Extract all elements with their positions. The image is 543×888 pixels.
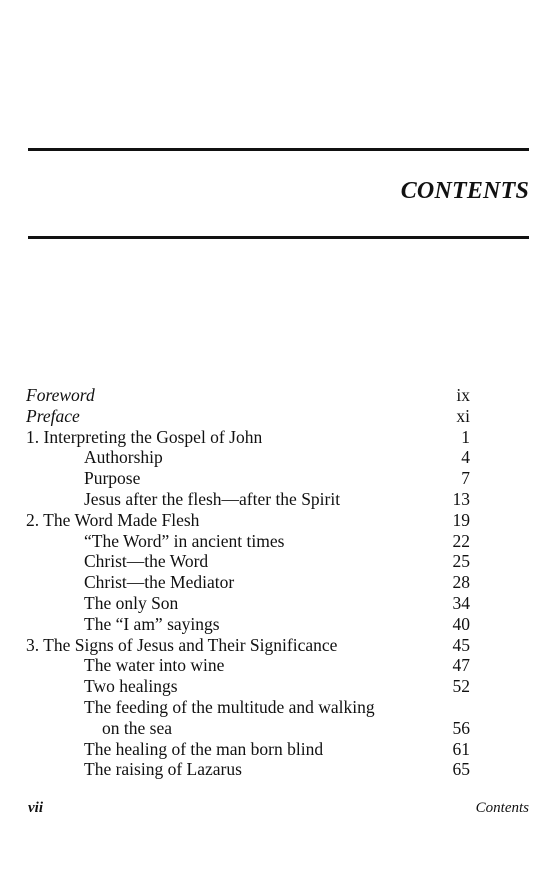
toc-entry	[26, 531, 470, 552]
toc-entry-title: The feeding of the multitude and walking	[84, 696, 375, 717]
toc-entry	[26, 551, 470, 572]
toc-entry-title: 3. The Signs of Jesus and Their Significance	[26, 634, 338, 655]
toc-entry-title: “The Word” in ancient times	[84, 530, 285, 551]
toc-entry-title: The “I am” sayings	[84, 613, 220, 634]
toc-entry-title: The raising of Lazarus	[84, 759, 242, 780]
toc-entry-page: ix	[456, 385, 470, 405]
toc-entry	[26, 759, 470, 780]
toc-entry-page: 25	[452, 551, 470, 572]
toc-entry	[26, 447, 470, 468]
toc-entry-page: 19	[452, 509, 470, 530]
toc-entry-page: 65	[452, 759, 470, 780]
toc-entry-title: Foreword	[26, 385, 95, 405]
toc-entry	[26, 427, 470, 448]
toc-entry-page: 52	[452, 676, 470, 697]
toc-entry-page: 45	[452, 634, 470, 655]
toc-entry-page: 22	[452, 530, 470, 551]
top-rule	[28, 148, 529, 151]
page-title: CONTENTS	[400, 178, 529, 204]
toc-entry-title: Purpose	[84, 468, 141, 489]
toc-entry-page: 61	[452, 738, 470, 759]
toc-entry	[26, 385, 470, 406]
toc-entry-title: Authorship	[84, 447, 163, 468]
toc-entry-page: 40	[452, 613, 470, 634]
toc-entry-page: 34	[452, 592, 470, 613]
bottom-rule	[28, 236, 529, 239]
toc-entry	[26, 468, 470, 489]
toc-entry-title: on the sea	[102, 717, 172, 738]
toc-entry	[26, 406, 470, 427]
toc-entry-page: 1	[461, 426, 470, 447]
toc-entry-title: Jesus after the flesh—after the Spirit	[84, 488, 341, 509]
toc-entry-title: Preface	[26, 405, 80, 426]
toc-entry-title: The healing of the man born blind	[84, 738, 324, 759]
toc-entry-page: 47	[452, 655, 470, 676]
toc-entry-page: xi	[456, 405, 470, 426]
toc-entry	[26, 572, 470, 593]
toc-entry	[26, 697, 470, 718]
toc-entry-title: 2. The Word Made Flesh	[26, 509, 200, 530]
toc-entry-page: 4	[461, 447, 470, 468]
toc-entry	[26, 614, 470, 635]
toc-entry-title: The only Son	[84, 592, 179, 613]
toc-entry-title: Two healings	[84, 676, 178, 697]
table-of-contents	[26, 385, 470, 780]
toc-entry	[26, 635, 470, 656]
toc-entry	[26, 489, 470, 510]
toc-entry-page: 7	[461, 468, 470, 489]
page-number: vii	[28, 800, 43, 816]
toc-entry	[26, 593, 470, 614]
toc-entry-title: 1. Interpreting the Gospel of John	[26, 426, 263, 447]
toc-entry-title: Christ—the Word	[84, 551, 209, 572]
toc-entry-title: Christ—the Mediator	[84, 572, 235, 593]
toc-entry-page: 28	[452, 572, 470, 593]
toc-entry	[26, 739, 470, 760]
toc-entry-page: 56	[452, 717, 470, 738]
toc-entry-page: 13	[452, 488, 470, 509]
toc-entry	[26, 718, 470, 739]
toc-entry	[26, 510, 470, 531]
toc-entry	[26, 655, 470, 676]
toc-entry-title: The water into wine	[84, 655, 225, 676]
toc-entry	[26, 676, 470, 697]
running-head: Contents	[475, 800, 529, 816]
